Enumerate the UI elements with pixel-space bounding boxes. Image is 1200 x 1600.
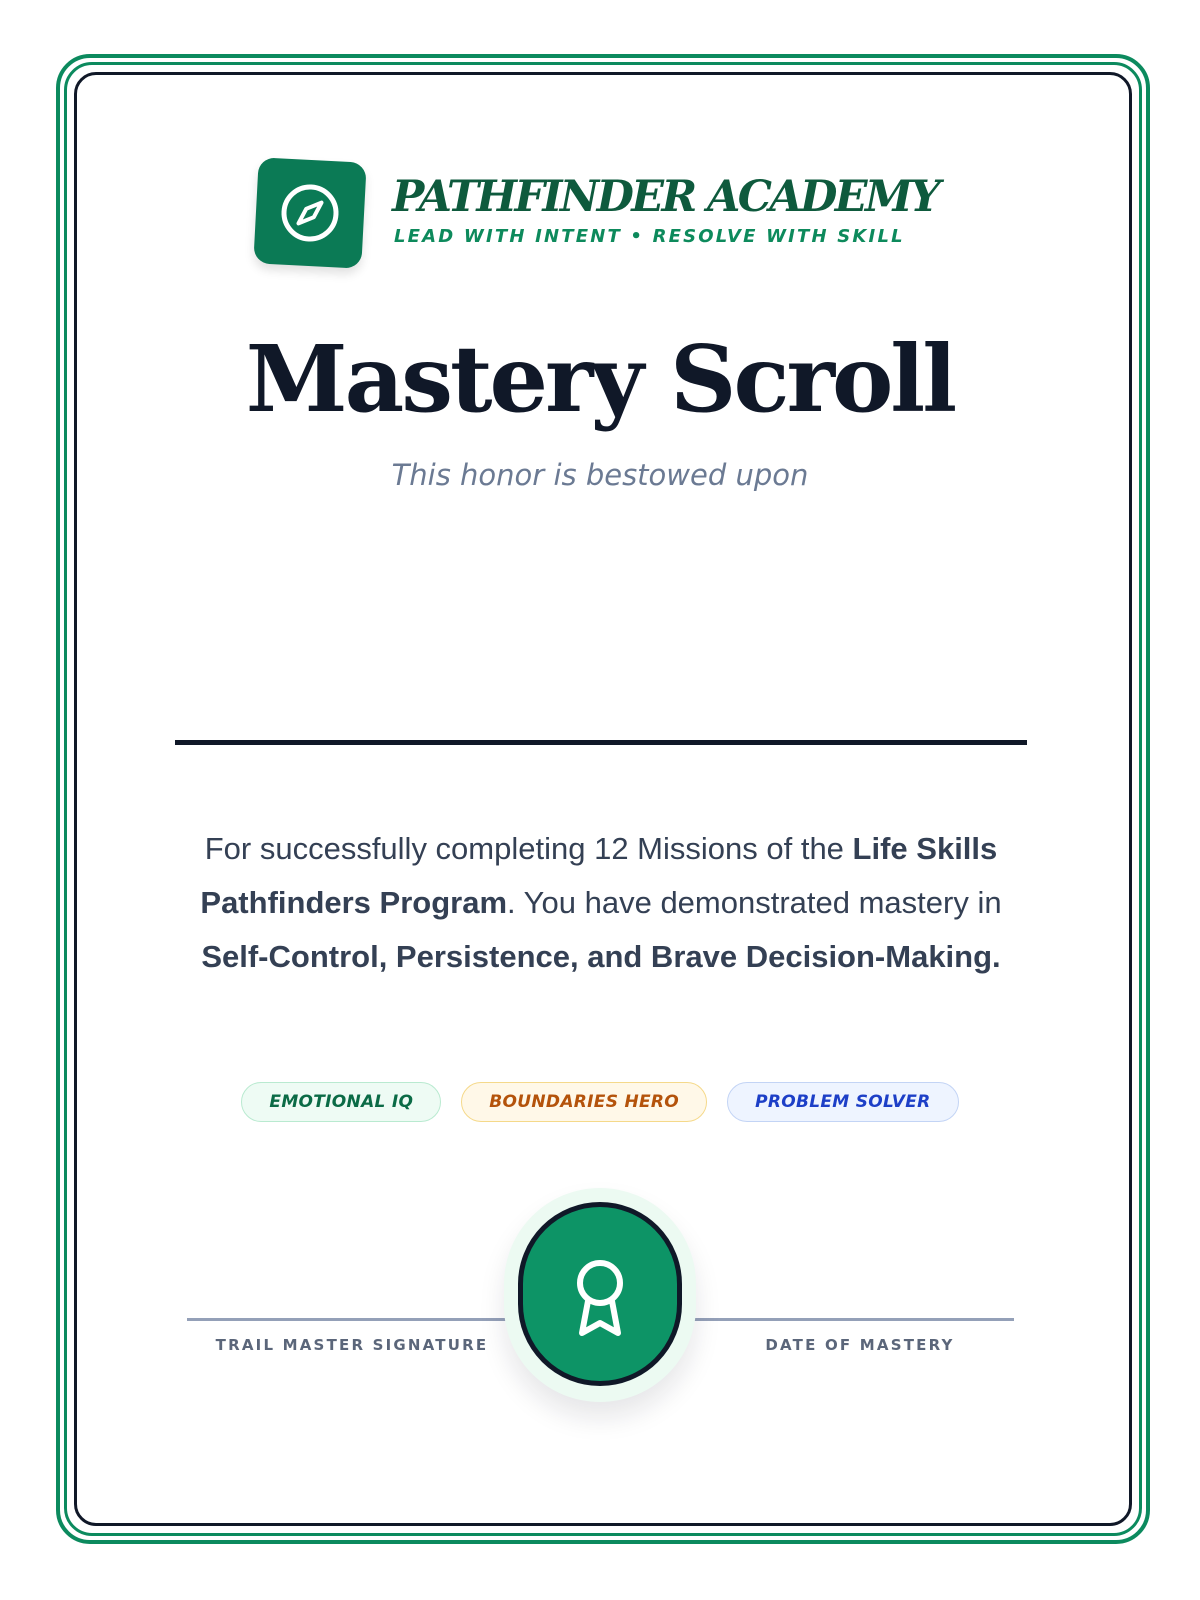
recipient-name-line: [175, 740, 1027, 745]
skills-list: Self-Control, Persistence, and Brave Decision-Making.: [201, 939, 1001, 974]
certificate-body: [180, 822, 1022, 984]
tag-boundaries-hero: BOUNDARIES HERO: [461, 1082, 707, 1122]
certificate-subtitle: This honor is bestowed upon: [391, 458, 809, 492]
brand-header: [256, 158, 976, 268]
award-ribbon-icon: [572, 1259, 628, 1339]
date-label: DATE OF MASTERY: [765, 1336, 955, 1354]
program-name: Life Skills Pathfinders Program: [200, 831, 998, 920]
tag-problem-solver: PROBLEM SOLVER: [727, 1082, 959, 1122]
brand-tagline: LEAD WITH INTENT • RESOLVE WITH SKILL: [394, 226, 905, 247]
tag-emotional-iq: EMOTIONAL IQ: [241, 1082, 441, 1122]
body-middle: . You have demonstrated mastery in: [507, 885, 1002, 920]
body-intro: For successfully completing 12 Missions of the: [204, 831, 853, 866]
signature-label: TRAIL MASTER SIGNATURE: [215, 1336, 489, 1354]
date-line: [694, 1318, 1014, 1321]
recipient-name: [175, 640, 1027, 730]
award-seal: [518, 1202, 682, 1386]
certificate-title: Mastery Scroll: [245, 325, 955, 433]
signature-line: [187, 1318, 507, 1321]
skill-tags: [0, 1082, 1200, 1122]
brand-logo: [253, 157, 366, 269]
compass-icon: [278, 181, 341, 244]
brand-name: PATHFINDER ACADEMY: [392, 172, 939, 222]
